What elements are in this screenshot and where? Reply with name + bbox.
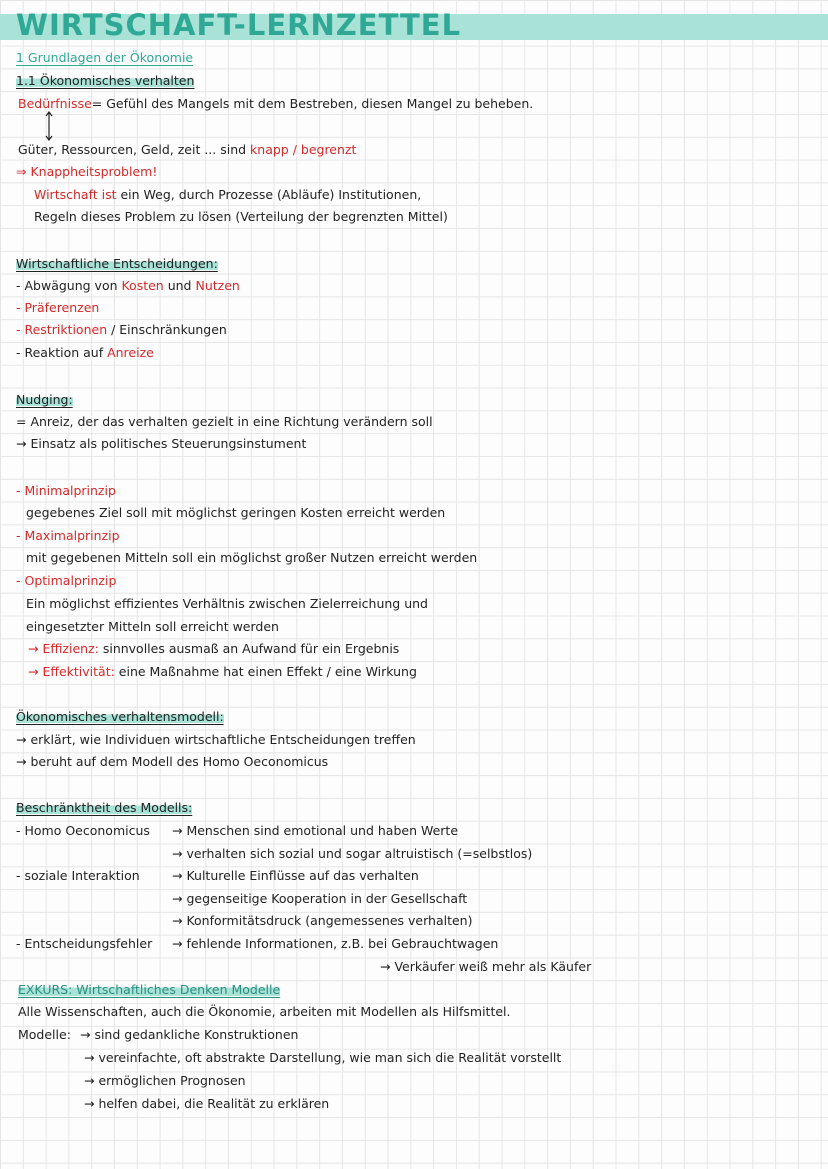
modelle-item-1: → sind gedankliche Konstruktionen [80, 1027, 299, 1042]
beschraenktheit-row-4: → gegenseitige Kooperation in der Gesellschaft [172, 891, 468, 906]
modelle-item-3: → ermöglichen Prognosen [84, 1073, 246, 1088]
gueter-text: Güter, Ressourcen, Geld, zeit ... sind [18, 142, 251, 157]
beschraenktheit-row-3: → Kulturelle Einflüsse auf das verhalten [172, 868, 419, 883]
wirtschaft-line-2: Regeln dieses Problem zu lösen (Verteilung der begrenzten Mittel) [34, 209, 448, 224]
entscheidungen-item-1: - Abwägung von Kosten und Nutzen [16, 278, 240, 293]
verhaltensmodell-line-1: → erklärt, wie Individuen wirtschaftliche Entscheidungen treffen [16, 732, 416, 747]
homo-oeconomicus-label: - Homo Oeconomicus [16, 823, 150, 838]
entscheidungsfehler-label: - Entscheidungsfehler [16, 936, 153, 951]
effizienz-line: → Effizienz: sinnvolles ausmaß an Aufwand für ein Ergebnis [28, 641, 400, 656]
entscheidungen-item-3: - Restriktionen / Einschränkungen [16, 322, 227, 337]
modelle-item-2: → vereinfachte, oft abstrakte Darstellung, wie man sich die Realität vorstellt [84, 1050, 562, 1065]
optimalprinzip-text-2: eingesetzter Mitteln soll erreicht werden [26, 619, 279, 634]
entscheidungen-item-4: - Reaktion auf Anreize [16, 345, 154, 360]
minimalprinzip-heading: - Minimalprinzip [16, 483, 116, 498]
section-heading-1: 1 Grundlagen der Ökonomie [16, 50, 194, 65]
beschraenktheit-row-5: → Konformitätsdruck (angemessenes verhalten) [172, 913, 473, 928]
page-title: WIRTSCHAFT-LERNZETTEL [16, 8, 462, 42]
beschraenktheit-row-2: → verhalten sich sozial und sogar altruistisch (=selbstlos) [172, 846, 533, 861]
wirtschaft-start: Wirtschaft ist [34, 187, 117, 202]
effektivitaet-line: → Effektivität: eine Maßnahme hat einen Effekt / eine Wirkung [28, 664, 417, 679]
nudging-heading: Nudging: [16, 392, 73, 407]
beduerfnisse-definition: = Gefühl des Mangels mit dem Bestreben, diesen Mangel zu beheben. [91, 96, 534, 111]
minimalprinzip-text: gegebenes Ziel soll mit möglichst geringen Kosten erreicht werden [26, 505, 446, 520]
wirtschaft-rest: ein Weg, durch Prozesse (Abläufe) Institutionen, [116, 187, 422, 202]
exkurs-line-1: Alle Wissenschaften, auch die Ökonomie, arbeiten mit Modellen als Hilfsmittel. [18, 1004, 511, 1019]
beschraenktheit-row-7: → Verkäufer weiß mehr als Käufer [380, 959, 592, 974]
beduerfnisse-term: Bedürfnisse [18, 96, 92, 111]
maximalprinzip-text: mit gegebenen Mitteln soll ein möglichst großer Nutzen erreicht werden [26, 550, 478, 565]
optimalprinzip-text-1: Ein möglichst effizientes Verhältnis zwischen Zielerreichung und [26, 596, 428, 611]
knapp-highlight: knapp / begrenzt [250, 142, 357, 157]
exkurs-heading: EXKURS: Wirtschaftliches Denken Modelle [18, 982, 281, 997]
modelle-label: Modelle: [18, 1027, 71, 1042]
verhaltensmodell-line-2: → beruht auf dem Modell des Homo Oeconomicus [16, 754, 329, 769]
entscheidungen-heading: Wirtschaftliche Entscheidungen: [16, 256, 218, 271]
wirtschaft-line-1 [34, 187, 421, 203]
beschraenktheit-row-6: → fehlende Informationen, z.B. bei Gebrauchtwagen [172, 936, 499, 951]
soziale-interaktion-label: - soziale Interaktion [16, 868, 140, 883]
verhaltensmodell-heading: Ökonomisches verhaltensmodell: [16, 709, 224, 724]
double-arrow-icon [44, 110, 54, 142]
entscheidungen-item-2: - Präferenzen [16, 300, 100, 315]
optimalprinzip-heading: - Optimalprinzip [16, 573, 117, 588]
knappheit-line: ⇒ Knappheitsproblem! [16, 164, 158, 179]
section-heading-1-1: 1.1 Ökonomisches verhalten [16, 73, 195, 88]
beschraenktheit-row-1: → Menschen sind emotional und haben Werte [172, 823, 459, 838]
gueter-line [18, 142, 356, 158]
modelle-item-4: → helfen dabei, die Realität zu erklären [84, 1096, 330, 1111]
beduerfnisse-line [18, 96, 533, 112]
nudging-line-1: = Anreiz, der das verhalten gezielt in eine Richtung verändern soll [16, 414, 433, 429]
beschraenktheit-heading: Beschränktheit des Modells: [16, 800, 193, 815]
nudging-line-2: → Einsatz als politisches Steuerungsinstument [16, 436, 307, 451]
maximalprinzip-heading: - Maximalprinzip [16, 528, 120, 543]
